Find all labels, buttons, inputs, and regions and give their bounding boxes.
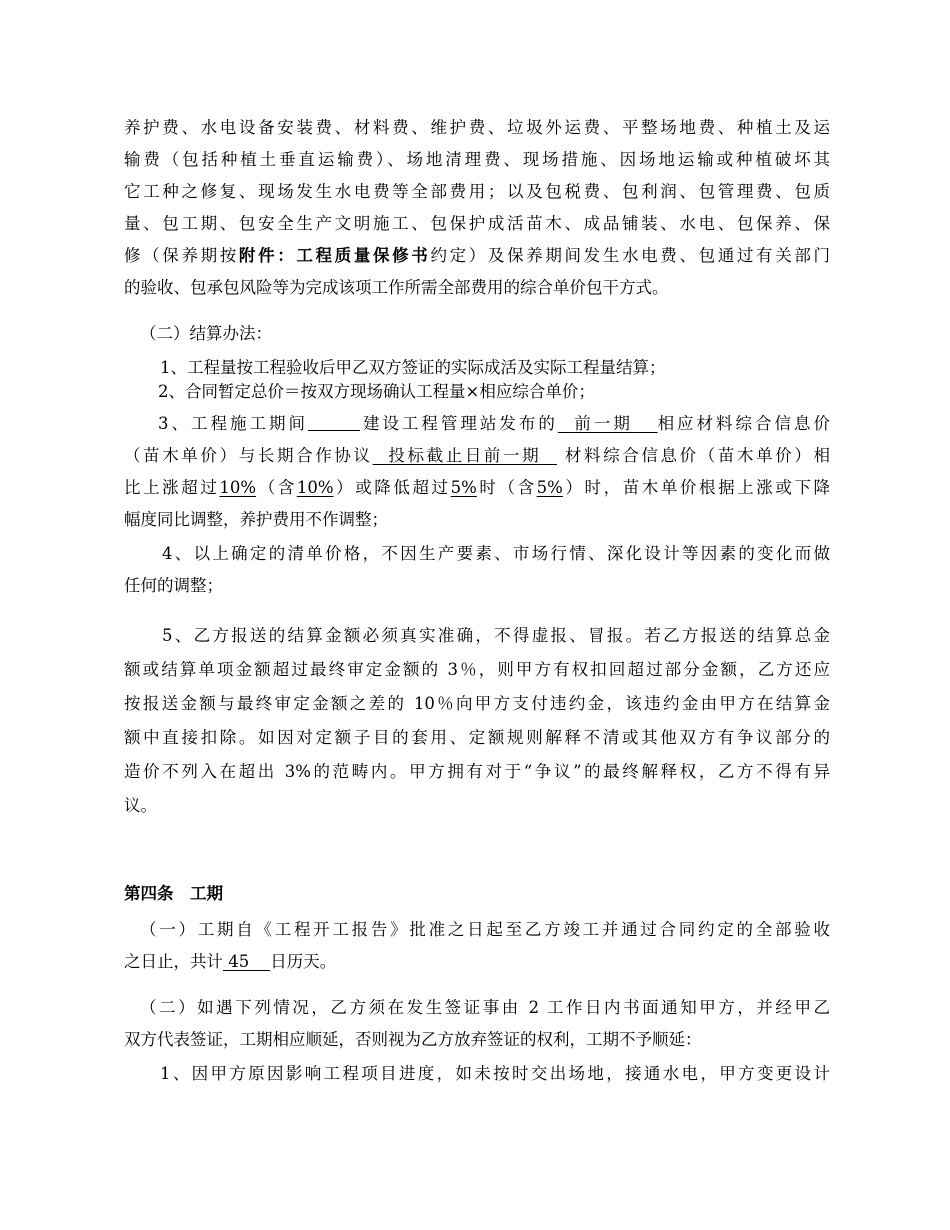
text-line bbox=[124, 246, 830, 266]
text-line: 的验收、包承包风险等为完成该项工作所需全部费用的综合单价包干方式。 bbox=[124, 278, 669, 297]
text-span: 3、工程施工期间 bbox=[158, 414, 308, 433]
text-line: 双方代表签证，工期相应顺延，否则视为乙方放弃签证的权利，工期不予顺延： bbox=[124, 1030, 702, 1049]
article-heading: 第四条 工期 bbox=[124, 884, 223, 903]
list-item: 1、因甲方原因影响工程项目进度，如未按时交出场地，接通水电，甲方变更设计 bbox=[160, 1064, 830, 1083]
filled-field: 投标截止日前一期 bbox=[388, 446, 542, 465]
text-line: 它工种之修复、现场发生水电费等全部费用；以及包税费、包利润、包管理费、包质 bbox=[124, 182, 830, 201]
text-span: 之日止，共计 bbox=[124, 952, 223, 971]
text-span: （含 bbox=[256, 478, 297, 497]
text-line: 输费（包括种植土垂直运输费）、场地清理费、现场措施、因场地运输或种植破坏其 bbox=[124, 150, 830, 169]
filled-field: 5% bbox=[450, 478, 477, 497]
text-span: 相应材料综合信息价 bbox=[657, 414, 831, 433]
text-span: 时（含 bbox=[476, 478, 537, 497]
text-line bbox=[124, 952, 830, 972]
filled-field: 前一期 bbox=[574, 414, 633, 433]
text-line: 任何的调整； bbox=[124, 576, 223, 595]
paragraph-line: （二）如遇下列情况，乙方须在发生签证事由 2 工作日内书面通知甲方，并经甲乙 bbox=[140, 998, 830, 1017]
filled-field: 45 bbox=[228, 952, 250, 971]
list-item: 2、合同暂定总价＝按双方现场确认工程量×相应综合单价； bbox=[158, 382, 595, 401]
text-span: ）或降低超过 bbox=[333, 478, 451, 497]
text-line: 量、包工期、包安全生产文明施工、包保护成活苗木、成品铺装、水电、包保养、保 bbox=[124, 214, 830, 233]
section-heading: （二）结算办法： bbox=[140, 324, 272, 343]
text-line bbox=[124, 446, 830, 466]
text-span: 比上涨超过 bbox=[124, 478, 220, 497]
text-line bbox=[124, 478, 830, 498]
text-line: 额中直接扣除。如因对定额子目的套用、定额规则解释不清或其他双方有争议部分的 bbox=[124, 728, 830, 747]
text-span: ）时，苗木单价根据上涨或下降 bbox=[562, 478, 831, 497]
text-line: 按报送金额与最终审定金额之差的 10％向甲方支付违约金，该违约金由甲方在结算金 bbox=[124, 694, 830, 713]
text-line: 幅度同比调整，养护费用不作调整； bbox=[124, 510, 388, 529]
list-item bbox=[158, 414, 830, 434]
text-span: 材料综合信息价（苗木单价）相 bbox=[564, 446, 831, 465]
text-line: 造价不列入在超出 3%的范畴内。甲方拥有对于“争议”的最终解释权，乙方不得有异 bbox=[124, 762, 830, 781]
text-span: （苗木单价）与长期合作协议 bbox=[124, 446, 373, 465]
filled-field: 10% bbox=[219, 478, 257, 497]
text-span: 约定）及保养期间发生水电费、包通过有关部门 bbox=[430, 246, 831, 265]
filled-field: 5% bbox=[536, 478, 563, 497]
filled-field: 10% bbox=[296, 478, 334, 497]
paragraph-line: （一）工期自《工程开工报告》批准之日起至乙方竣工并通过合同约定的全部验收 bbox=[140, 920, 830, 939]
text-line: 议。 bbox=[124, 796, 157, 815]
list-item: 4、以上确定的清单价格，不因生产要素、市场行情、深化设计等因素的变化而做 bbox=[162, 544, 830, 563]
text-span: 修（保养期按 bbox=[124, 246, 239, 265]
attachment-reference: 附件：工程质量保修书 bbox=[238, 246, 431, 265]
blank-field bbox=[308, 414, 360, 431]
text-span: 日历天。 bbox=[270, 952, 337, 971]
text-line: 养护费、水电设备安装费、材料费、维护费、垃圾外运费、平整场地费、种植土及运 bbox=[124, 118, 830, 137]
list-item: 5、乙方报送的结算金额必须真实准确，不得虚报、冒报。若乙方报送的结算总金 bbox=[162, 626, 830, 645]
text-line: 额或结算单项金额超过最终审定金额的 3％，则甲方有权扣回超过部分金额，乙方还应 bbox=[124, 660, 830, 679]
text-span: 建设工程管理站发布的 bbox=[359, 414, 558, 433]
list-item: 1、工程量按工程验收后甲乙双方签证的实际成活及实际工程量结算； bbox=[160, 358, 666, 377]
